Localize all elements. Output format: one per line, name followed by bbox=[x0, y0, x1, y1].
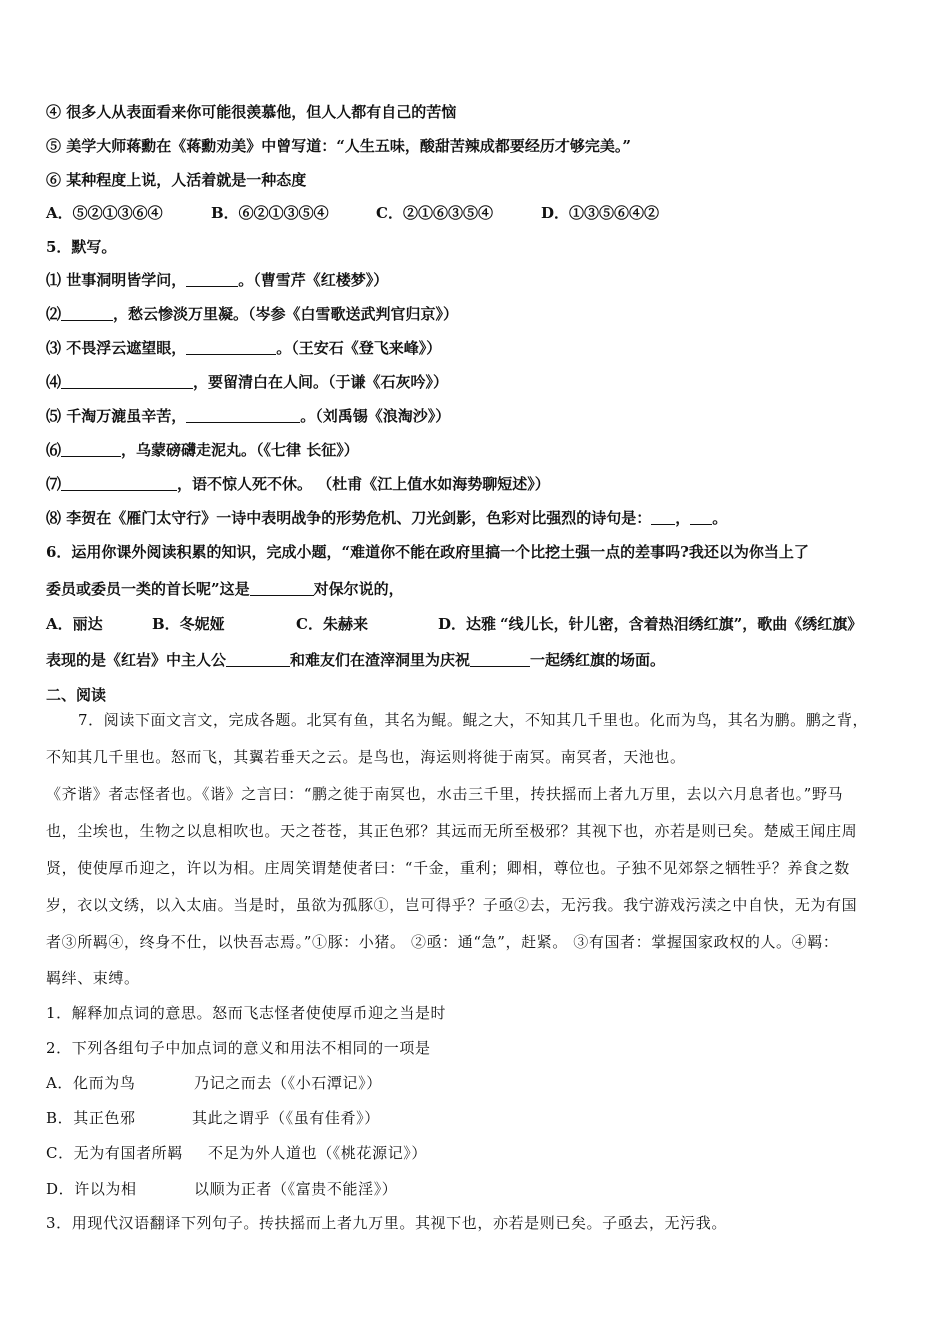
q7-choice-b-left: B．其正色邪 bbox=[46, 1109, 136, 1127]
q5-line-6-text: ，乌蒙磅礴走泥丸。（《七律 长征》） bbox=[121, 441, 359, 459]
q7-choice-d-right: 以顺为正者（《富贵不能淫》） bbox=[194, 1180, 398, 1198]
q7-passage-line-7: 者③所羁④，终身不仕，以快吾志焉。”①豚：小猪。 ②亟：通“急”，赶紧。 ③有国者：掌握国家政权的人。④羁： bbox=[46, 933, 839, 951]
q4-item-4: ④ 很多人从表面看来你可能很羡慕他，但人人都有自己的苦恼 bbox=[46, 103, 457, 121]
q7-choice-c-right: 不足为外人道也（《桃花源记》） bbox=[208, 1144, 428, 1162]
q6-blank-1[interactable] bbox=[250, 581, 314, 596]
q5-line-1-text: ⑴ 世事洞明皆学问， bbox=[46, 271, 187, 289]
q5-blank-5[interactable] bbox=[186, 408, 300, 423]
q5-line-7-num: ⑺ bbox=[46, 475, 62, 493]
q5-blank-6[interactable] bbox=[61, 442, 121, 457]
q7-subquestion-1: 1．解释加点词的意思。怒而飞志怪者使使厚币迎之当是时 bbox=[46, 1004, 447, 1022]
q5-line-1 bbox=[46, 270, 388, 290]
q5-line-2-num: ⑵ bbox=[46, 305, 62, 323]
q7-passage-line-1: 7．阅读下面文言文，完成各题。北冥有鱼，其名为鲲。鲲之大，不知其几千里也。化而为鸟，其名为鹏。鹏之背， bbox=[78, 711, 869, 729]
q6-line-4 bbox=[46, 650, 665, 670]
q5-line-8-end: 。 bbox=[712, 509, 728, 527]
q5-line-8-text: ⑻ 李贺在《雁门太守行》一诗中表明战争的形势危机、刀光剑影，色彩对比强烈的诗句是： bbox=[46, 509, 652, 527]
q5-blank-3[interactable] bbox=[186, 340, 276, 355]
q5-line-7-text: ，语不惊人死不休。 （杜甫《江上值水如海势聊短述》） bbox=[177, 475, 550, 493]
q6-line-4-b: 和难友们在渣滓洞里为庆祝 bbox=[290, 651, 471, 669]
q5-blank-2[interactable] bbox=[61, 306, 113, 321]
q4-item-5: ⑤ 美学大师蒋勳在《蒋勳劝美》中曾写道：“人生五味，酸甜苦辣成都要经历才够完美。” bbox=[46, 137, 631, 155]
q5-line-3 bbox=[46, 338, 441, 358]
q7-choice-c bbox=[46, 1143, 427, 1163]
q5-blank-8a[interactable] bbox=[651, 510, 675, 525]
q6-option-d: D．达雅 bbox=[438, 615, 497, 633]
q5-line-3-source: 。（王安石《登飞来峰》） bbox=[276, 339, 442, 357]
q7-choice-b bbox=[46, 1108, 380, 1128]
q6-option-c: C．朱赫来 bbox=[296, 615, 368, 633]
q5-line-8 bbox=[46, 508, 727, 528]
q7-passage-line-3: 《齐谐》者志怪者也。《谐》之言曰：“鹏之徙于南冥也，水击三千里，抟扶摇而上者九万里，去以六月息者也。”野马 bbox=[46, 785, 844, 803]
q7-passage-line-2: 不知其几千里也。怒而飞，其翼若垂天之云。是鸟也，海运则将徙于南冥。南冥者，天池也。 bbox=[46, 748, 686, 766]
q5-line-4-text: ，要留清白在人间。（于谦《石灰吟》） bbox=[193, 373, 449, 391]
q5-line-2-text: ，愁云惨淡万里凝。（岑参《白雪歌送武判官归京》） bbox=[113, 305, 459, 323]
q5-line-5-source: 。（刘禹锡《浪淘沙》） bbox=[300, 407, 451, 425]
q5-line-6 bbox=[46, 440, 359, 460]
q7-passage-line-8: 羁绊、束缚。 bbox=[46, 969, 140, 987]
q7-choice-c-left: C．无为有国者所羁 bbox=[46, 1144, 183, 1162]
q7-choice-d-left: D．许以为相 bbox=[46, 1180, 137, 1198]
q5-line-5-text: ⑸ 千淘万漉虽辛苦， bbox=[46, 407, 187, 425]
q6-line-4-c: 一起绣红旗的场面。 bbox=[530, 651, 666, 669]
q5-line-2 bbox=[46, 304, 458, 324]
q7-choice-a-left: A．化而为鸟 bbox=[46, 1074, 136, 1092]
q5-line-4 bbox=[46, 372, 448, 392]
section-heading-reading: 二、阅读 bbox=[46, 686, 107, 704]
q6-line-4-a: 表现的是《红岩》中主人公 bbox=[46, 651, 227, 669]
q5-line-1-source: 。（曹雪芹《红楼梦》） bbox=[238, 271, 389, 289]
q6-blank-3[interactable] bbox=[470, 652, 530, 667]
q6-line-2-end: 对保尔说的， bbox=[313, 580, 404, 598]
q4-option-a: A．⑤②①③⑥④ bbox=[46, 204, 163, 222]
q4-option-c: C．②①⑥③⑤④ bbox=[376, 204, 493, 222]
q6-blank-2[interactable] bbox=[226, 652, 290, 667]
q6-option-d-cont: “线儿长，针儿密，含着热泪绣红旗”，歌曲《绣红旗》 bbox=[500, 615, 863, 633]
q5-line-3-text: ⑶ 不畏浮云遮望眼， bbox=[46, 339, 187, 357]
q5-blank-7[interactable] bbox=[61, 476, 177, 491]
q4-option-b: B．⑥②①③⑤④ bbox=[211, 204, 329, 222]
q6-option-a: A．丽达 bbox=[46, 615, 103, 633]
q5-line-4-num: ⑷ bbox=[46, 373, 62, 391]
q7-choice-d bbox=[46, 1179, 397, 1199]
q6-line-2 bbox=[46, 579, 404, 599]
q6-line-2-text: 委员或委员一类的首长呢”这是 bbox=[46, 580, 250, 598]
q6-line-1: 6．运用你课外阅读积累的知识，完成小题，“难道你不能在政府里搞一个比挖土强一点的差事吗?我还以为你当上了 bbox=[46, 543, 809, 561]
q5-line-6-num: ⑹ bbox=[46, 441, 62, 459]
q7-choice-a-right: 乃记之而去（《小石潭记》） bbox=[194, 1074, 382, 1092]
q5-blank-1[interactable] bbox=[186, 272, 238, 287]
q4-option-d: D．①③⑤⑥④② bbox=[541, 204, 660, 222]
q7-subquestion-2: 2．下列各组句子中加点词的意义和用法不相同的一项是 bbox=[46, 1039, 431, 1057]
q7-subquestion-3: 3．用现代汉语翻译下列句子。抟扶摇而上者九万里。其视下也，亦若是则已矣。子亟去，无污我。 bbox=[46, 1214, 727, 1232]
q7-passage-line-6: 岁，衣以文绣，以入太庙。当是时，虽欲为孤豚①，岂可得乎？子亟②去，无污我。我宁游戏污渎之中自快，无为有国 bbox=[46, 896, 858, 914]
q5-line-5 bbox=[46, 406, 450, 426]
q5-line-7 bbox=[46, 474, 550, 494]
q5-blank-8b[interactable] bbox=[690, 510, 712, 525]
q5-line-8-comma: ， bbox=[675, 509, 691, 527]
q7-passage-line-5: 贤，使使厚币迎之，许以为相。庄周笑谓楚使者曰：“千金，重利；卿相，尊位也。子独不见郊祭之牺牲乎？养食之数 bbox=[46, 859, 850, 877]
q4-item-6: ⑥ 某种程度上说，人活着就是一种态度 bbox=[46, 171, 307, 189]
q7-choice-a bbox=[46, 1073, 382, 1093]
q7-passage-line-4: 也，尘埃也，生物之以息相吹也。天之苍苍，其正色邪？其远而无所至极邪？其视下也，亦若是则已矣。楚威王闻庄周 bbox=[46, 822, 858, 840]
q5-title: 5．默写。 bbox=[46, 238, 117, 256]
q7-choice-b-right: 其此之谓乎（《虽有佳肴》） bbox=[192, 1109, 380, 1127]
q5-blank-4[interactable] bbox=[61, 374, 193, 389]
q6-option-b: B．冬妮娅 bbox=[152, 615, 225, 633]
